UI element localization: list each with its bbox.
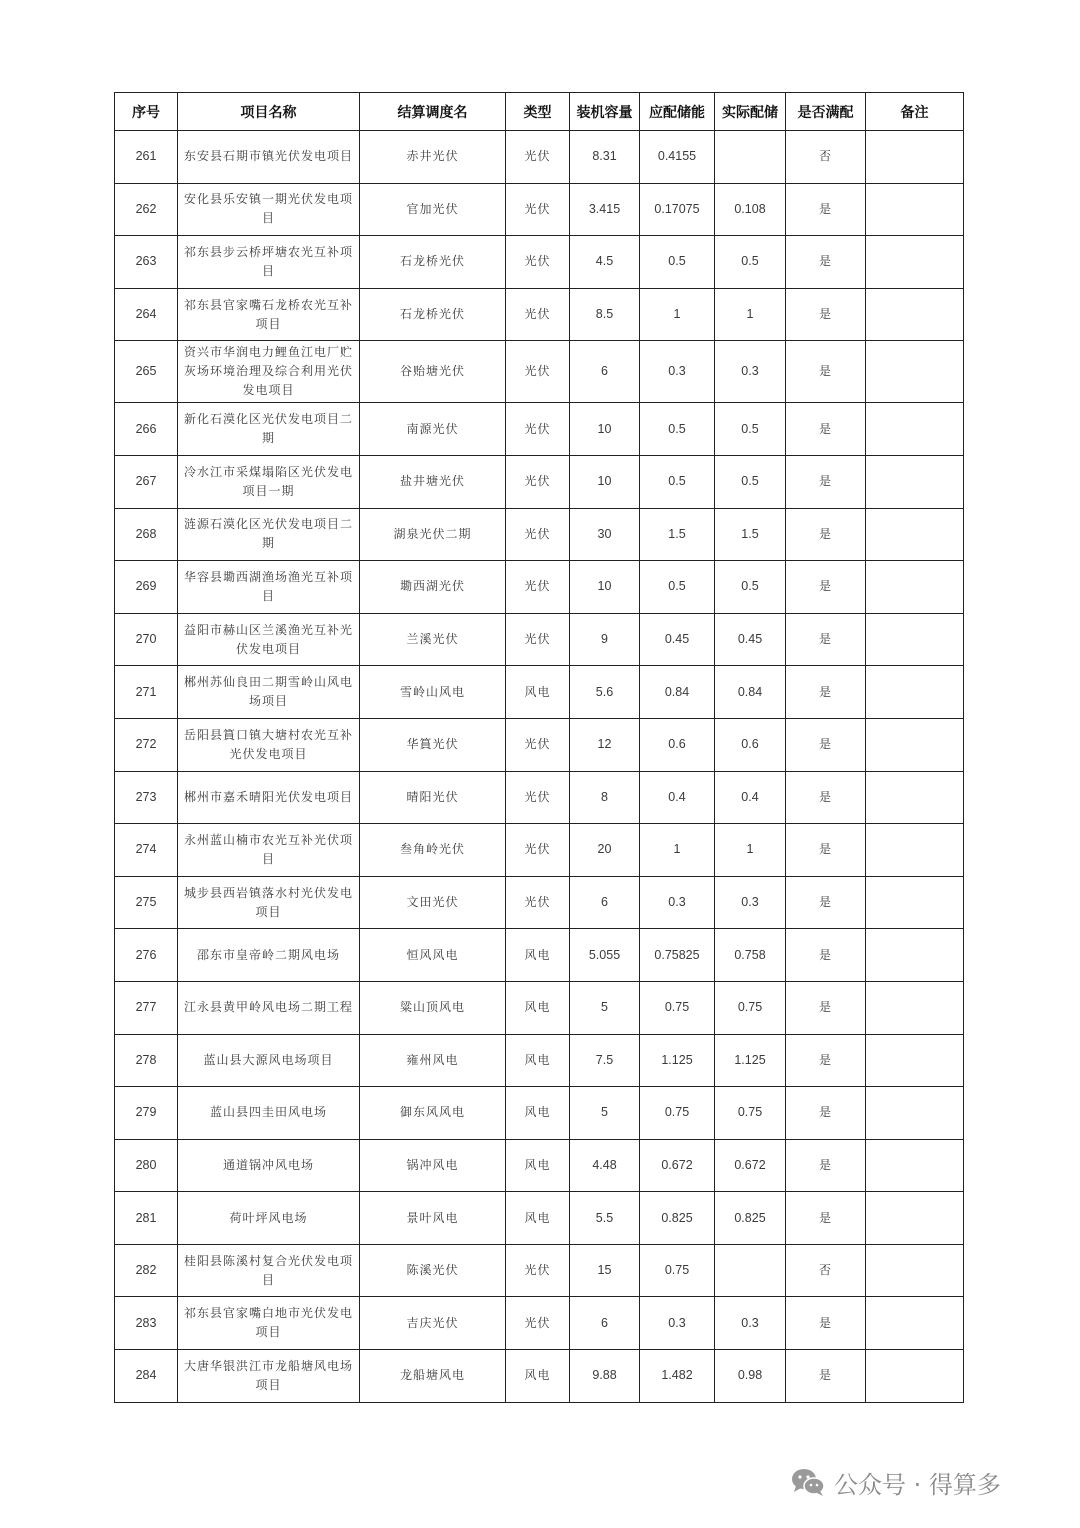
cell-actual: 0.3 [715,876,786,929]
table-row [115,288,964,341]
cell-type: 光伏 [506,403,570,456]
cell-actual: 1 [715,288,786,341]
cell-capacity: 10 [570,561,640,614]
cell-type: 光伏 [506,455,570,508]
cell-no: 276 [115,929,178,982]
cell-note [866,981,964,1034]
cell-capacity: 9.88 [570,1350,640,1403]
cell-project: 荷叶坪风电场 [178,1192,360,1245]
cell-full: 是 [786,1297,866,1350]
cell-note [866,718,964,771]
cell-type: 光伏 [506,341,570,403]
cell-full: 是 [786,455,866,508]
cell-type: 光伏 [506,1244,570,1297]
cell-actual: 0.75 [715,1087,786,1140]
cell-required: 1 [640,824,715,877]
cell-required: 0.75 [640,1087,715,1140]
cell-full: 是 [786,183,866,236]
cell-actual: 0.825 [715,1192,786,1245]
cell-no: 269 [115,561,178,614]
cell-full: 是 [786,1139,866,1192]
cell-capacity: 5.5 [570,1192,640,1245]
cell-project: 华容县墈西湖渔场渔光互补项目 [178,561,360,614]
cell-required: 0.75 [640,1244,715,1297]
cell-project: 桂阳县陈溪村复合光伏发电项目 [178,1244,360,1297]
cell-capacity: 6 [570,876,640,929]
cell-required: 0.672 [640,1139,715,1192]
cell-capacity: 10 [570,403,640,456]
cell-dispatch: 湖泉光伏二期 [360,508,506,561]
cell-dispatch: 谷贻塘光伏 [360,341,506,403]
cell-project: 岳阳县篔口镇大塘村农光互补光伏发电项目 [178,718,360,771]
cell-dispatch: 墈西湖光伏 [360,561,506,614]
cell-actual: 0.108 [715,183,786,236]
header-capacity: 装机容量 [570,93,640,131]
cell-required: 1 [640,288,715,341]
cell-no: 264 [115,288,178,341]
watermark-text: 公众号 · 得算多 [834,1470,1001,1499]
cell-capacity: 15 [570,1244,640,1297]
cell-project: 资兴市华润电力鲤鱼江电厂贮灰场环境治理及综合利用光伏发电项目 [178,341,360,403]
cell-type: 风电 [506,1192,570,1245]
table-row [115,1350,964,1403]
cell-type: 风电 [506,1034,570,1087]
cell-note [866,929,964,982]
cell-no: 277 [115,981,178,1034]
cell-project: 祁东县官家嘴石龙桥农光互补项目 [178,288,360,341]
cell-full: 是 [786,929,866,982]
cell-no: 272 [115,718,178,771]
cell-project: 邵东市皇帝岭二期风电场 [178,929,360,982]
cell-project: 通道锅冲风电场 [178,1139,360,1192]
cell-full: 是 [786,981,866,1034]
cell-actual: 0.98 [715,1350,786,1403]
cell-note [866,1087,964,1140]
cell-note [866,508,964,561]
cell-capacity: 5.6 [570,666,640,719]
cell-dispatch: 兰溪光伏 [360,613,506,666]
cell-no: 278 [115,1034,178,1087]
cell-actual: 1.5 [715,508,786,561]
cell-dispatch: 赤井光伏 [360,131,506,184]
storage-table-container [114,92,963,1403]
cell-project: 祁东县官家嘴白地市光伏发电项目 [178,1297,360,1350]
wechat-icon [790,1467,826,1497]
cell-type: 光伏 [506,508,570,561]
cell-no: 265 [115,341,178,403]
cell-type: 光伏 [506,236,570,289]
cell-type: 光伏 [506,1297,570,1350]
table-row [115,876,964,929]
header-actual: 实际配储 [715,93,786,131]
cell-project: 蓝山县大源风电场项目 [178,1034,360,1087]
storage-table [114,92,964,1403]
cell-no: 275 [115,876,178,929]
cell-actual: 0.5 [715,236,786,289]
cell-required: 0.5 [640,403,715,456]
cell-required: 0.6 [640,718,715,771]
cell-no: 279 [115,1087,178,1140]
cell-full: 是 [786,561,866,614]
cell-project: 郴州苏仙良田二期雪岭山风电场项目 [178,666,360,719]
cell-project: 益阳市赫山区兰溪渔光互补光伏发电项目 [178,613,360,666]
cell-capacity: 4.48 [570,1139,640,1192]
header-project: 项目名称 [178,93,360,131]
cell-type: 风电 [506,1087,570,1140]
cell-capacity: 8 [570,771,640,824]
table-row [115,455,964,508]
table-row [115,1192,964,1245]
table-row [115,341,964,403]
cell-dispatch: 雍州风电 [360,1034,506,1087]
cell-capacity: 9 [570,613,640,666]
cell-capacity: 12 [570,718,640,771]
cell-actual: 0.5 [715,561,786,614]
cell-full: 是 [786,771,866,824]
cell-required: 0.84 [640,666,715,719]
cell-project: 大唐华银洪江市龙船塘风电场项目 [178,1350,360,1403]
cell-full: 是 [786,1350,866,1403]
cell-full: 是 [786,824,866,877]
cell-capacity: 6 [570,341,640,403]
cell-note [866,236,964,289]
cell-required: 0.5 [640,561,715,614]
table-row [115,183,964,236]
cell-full: 否 [786,1244,866,1297]
header-no: 序号 [115,93,178,131]
cell-actual: 0.3 [715,341,786,403]
cell-dispatch: 锅冲风电 [360,1139,506,1192]
cell-no: 283 [115,1297,178,1350]
cell-project: 江永县黄甲岭风电场二期工程 [178,981,360,1034]
cell-actual: 0.45 [715,613,786,666]
cell-type: 风电 [506,666,570,719]
cell-capacity: 8.5 [570,288,640,341]
cell-note [866,561,964,614]
cell-note [866,131,964,184]
cell-dispatch: 吉庆光伏 [360,1297,506,1350]
cell-required: 0.3 [640,1297,715,1350]
table-row [115,1297,964,1350]
cell-required: 0.75 [640,981,715,1034]
cell-note [866,771,964,824]
cell-type: 光伏 [506,771,570,824]
cell-type: 光伏 [506,131,570,184]
table-row [115,508,964,561]
cell-capacity: 20 [570,824,640,877]
table-row [115,718,964,771]
cell-actual: 1 [715,824,786,877]
cell-dispatch: 华篔光伏 [360,718,506,771]
cell-actual [715,131,786,184]
cell-note [866,1139,964,1192]
cell-type: 光伏 [506,288,570,341]
cell-full: 是 [786,288,866,341]
cell-full: 是 [786,508,866,561]
header-dispatch: 结算调度名 [360,93,506,131]
cell-dispatch: 石龙桥光伏 [360,236,506,289]
cell-note [866,666,964,719]
cell-project: 涟源石漠化区光伏发电项目二期 [178,508,360,561]
cell-no: 284 [115,1350,178,1403]
cell-no: 273 [115,771,178,824]
cell-project: 冷水江市采煤塌陷区光伏发电项目一期 [178,455,360,508]
cell-dispatch: 雪岭山风电 [360,666,506,719]
table-row [115,771,964,824]
cell-actual: 0.75 [715,981,786,1034]
cell-full: 是 [786,1192,866,1245]
cell-no: 282 [115,1244,178,1297]
cell-no: 266 [115,403,178,456]
cell-note [866,1297,964,1350]
cell-required: 1.125 [640,1034,715,1087]
cell-full: 是 [786,876,866,929]
cell-dispatch: 南源光伏 [360,403,506,456]
cell-note [866,824,964,877]
cell-no: 268 [115,508,178,561]
cell-dispatch: 御东风风电 [360,1087,506,1140]
cell-actual: 0.3 [715,1297,786,1350]
cell-no: 274 [115,824,178,877]
header-note: 备注 [866,93,964,131]
cell-required: 0.5 [640,455,715,508]
cell-capacity: 7.5 [570,1034,640,1087]
cell-note [866,876,964,929]
cell-dispatch: 石龙桥光伏 [360,288,506,341]
table-row [115,1244,964,1297]
cell-project: 城步县西岩镇落水村光伏发电项目 [178,876,360,929]
table-row [115,824,964,877]
cell-type: 光伏 [506,876,570,929]
cell-full: 是 [786,236,866,289]
cell-type: 光伏 [506,561,570,614]
cell-full: 是 [786,403,866,456]
cell-no: 280 [115,1139,178,1192]
table-row [115,929,964,982]
watermark [790,1462,1001,1502]
cell-note [866,1192,964,1245]
table-row [115,1087,964,1140]
cell-project: 蓝山县四圭田风电场 [178,1087,360,1140]
table-row [115,981,964,1034]
cell-required: 0.4 [640,771,715,824]
header-required: 应配储能 [640,93,715,131]
cell-actual: 0.6 [715,718,786,771]
cell-required: 0.4155 [640,131,715,184]
cell-actual: 0.5 [715,455,786,508]
header-full: 是否满配 [786,93,866,131]
cell-required: 0.45 [640,613,715,666]
cell-no: 267 [115,455,178,508]
cell-note [866,1244,964,1297]
cell-note [866,1350,964,1403]
cell-dispatch: 文田光伏 [360,876,506,929]
cell-type: 风电 [506,929,570,982]
cell-dispatch: 官加光伏 [360,183,506,236]
cell-note [866,341,964,403]
cell-dispatch: 龙船塘风电 [360,1350,506,1403]
cell-required: 0.3 [640,341,715,403]
cell-project: 东安县石期市镇光伏发电项目 [178,131,360,184]
cell-full: 是 [786,1087,866,1140]
cell-project: 安化县乐安镇一期光伏发电项目 [178,183,360,236]
cell-type: 风电 [506,1350,570,1403]
cell-note [866,288,964,341]
cell-note [866,613,964,666]
cell-dispatch: 陈溪光伏 [360,1244,506,1297]
cell-full: 是 [786,613,866,666]
cell-actual [715,1244,786,1297]
cell-type: 光伏 [506,183,570,236]
cell-no: 271 [115,666,178,719]
cell-full: 否 [786,131,866,184]
cell-full: 是 [786,666,866,719]
cell-type: 风电 [506,981,570,1034]
cell-note [866,1034,964,1087]
cell-capacity: 3.415 [570,183,640,236]
cell-type: 光伏 [506,613,570,666]
cell-required: 1.5 [640,508,715,561]
table-row [115,666,964,719]
cell-note [866,183,964,236]
cell-actual: 0.84 [715,666,786,719]
table-row [115,1139,964,1192]
cell-required: 0.17075 [640,183,715,236]
cell-full: 是 [786,341,866,403]
table-body [115,131,964,1403]
cell-project: 祁东县步云桥坪塘农光互补项目 [178,236,360,289]
cell-no: 262 [115,183,178,236]
cell-capacity: 6 [570,1297,640,1350]
cell-required: 0.5 [640,236,715,289]
table-row [115,613,964,666]
cell-type: 光伏 [506,824,570,877]
cell-note [866,403,964,456]
cell-required: 1.482 [640,1350,715,1403]
cell-no: 270 [115,613,178,666]
table-header-row [115,93,964,131]
cell-capacity: 5 [570,981,640,1034]
cell-actual: 1.125 [715,1034,786,1087]
header-type: 类型 [506,93,570,131]
cell-type: 风电 [506,1139,570,1192]
cell-capacity: 5.055 [570,929,640,982]
cell-dispatch: 恒风风电 [360,929,506,982]
cell-type: 光伏 [506,718,570,771]
cell-full: 是 [786,1034,866,1087]
cell-dispatch: 叁角岭光伏 [360,824,506,877]
table-row [115,1034,964,1087]
cell-dispatch: 粱山顶风电 [360,981,506,1034]
cell-actual: 0.672 [715,1139,786,1192]
table-row [115,403,964,456]
cell-capacity: 5 [570,1087,640,1140]
cell-actual: 0.5 [715,403,786,456]
cell-capacity: 8.31 [570,131,640,184]
cell-project: 郴州市嘉禾晴阳光伏发电项目 [178,771,360,824]
cell-note [866,455,964,508]
table-row [115,561,964,614]
table-row [115,236,964,289]
cell-required: 0.3 [640,876,715,929]
cell-no: 263 [115,236,178,289]
cell-required: 0.75825 [640,929,715,982]
cell-no: 281 [115,1192,178,1245]
cell-project: 新化石漠化区光伏发电项目二期 [178,403,360,456]
cell-actual: 0.758 [715,929,786,982]
cell-full: 是 [786,718,866,771]
cell-capacity: 10 [570,455,640,508]
cell-no: 261 [115,131,178,184]
cell-dispatch: 景叶风电 [360,1192,506,1245]
cell-dispatch: 晴阳光伏 [360,771,506,824]
cell-actual: 0.4 [715,771,786,824]
cell-required: 0.825 [640,1192,715,1245]
table-row [115,131,964,184]
cell-project: 永州蓝山楠市农光互补光伏项目 [178,824,360,877]
cell-capacity: 4.5 [570,236,640,289]
cell-capacity: 30 [570,508,640,561]
cell-dispatch: 盐井塘光伏 [360,455,506,508]
